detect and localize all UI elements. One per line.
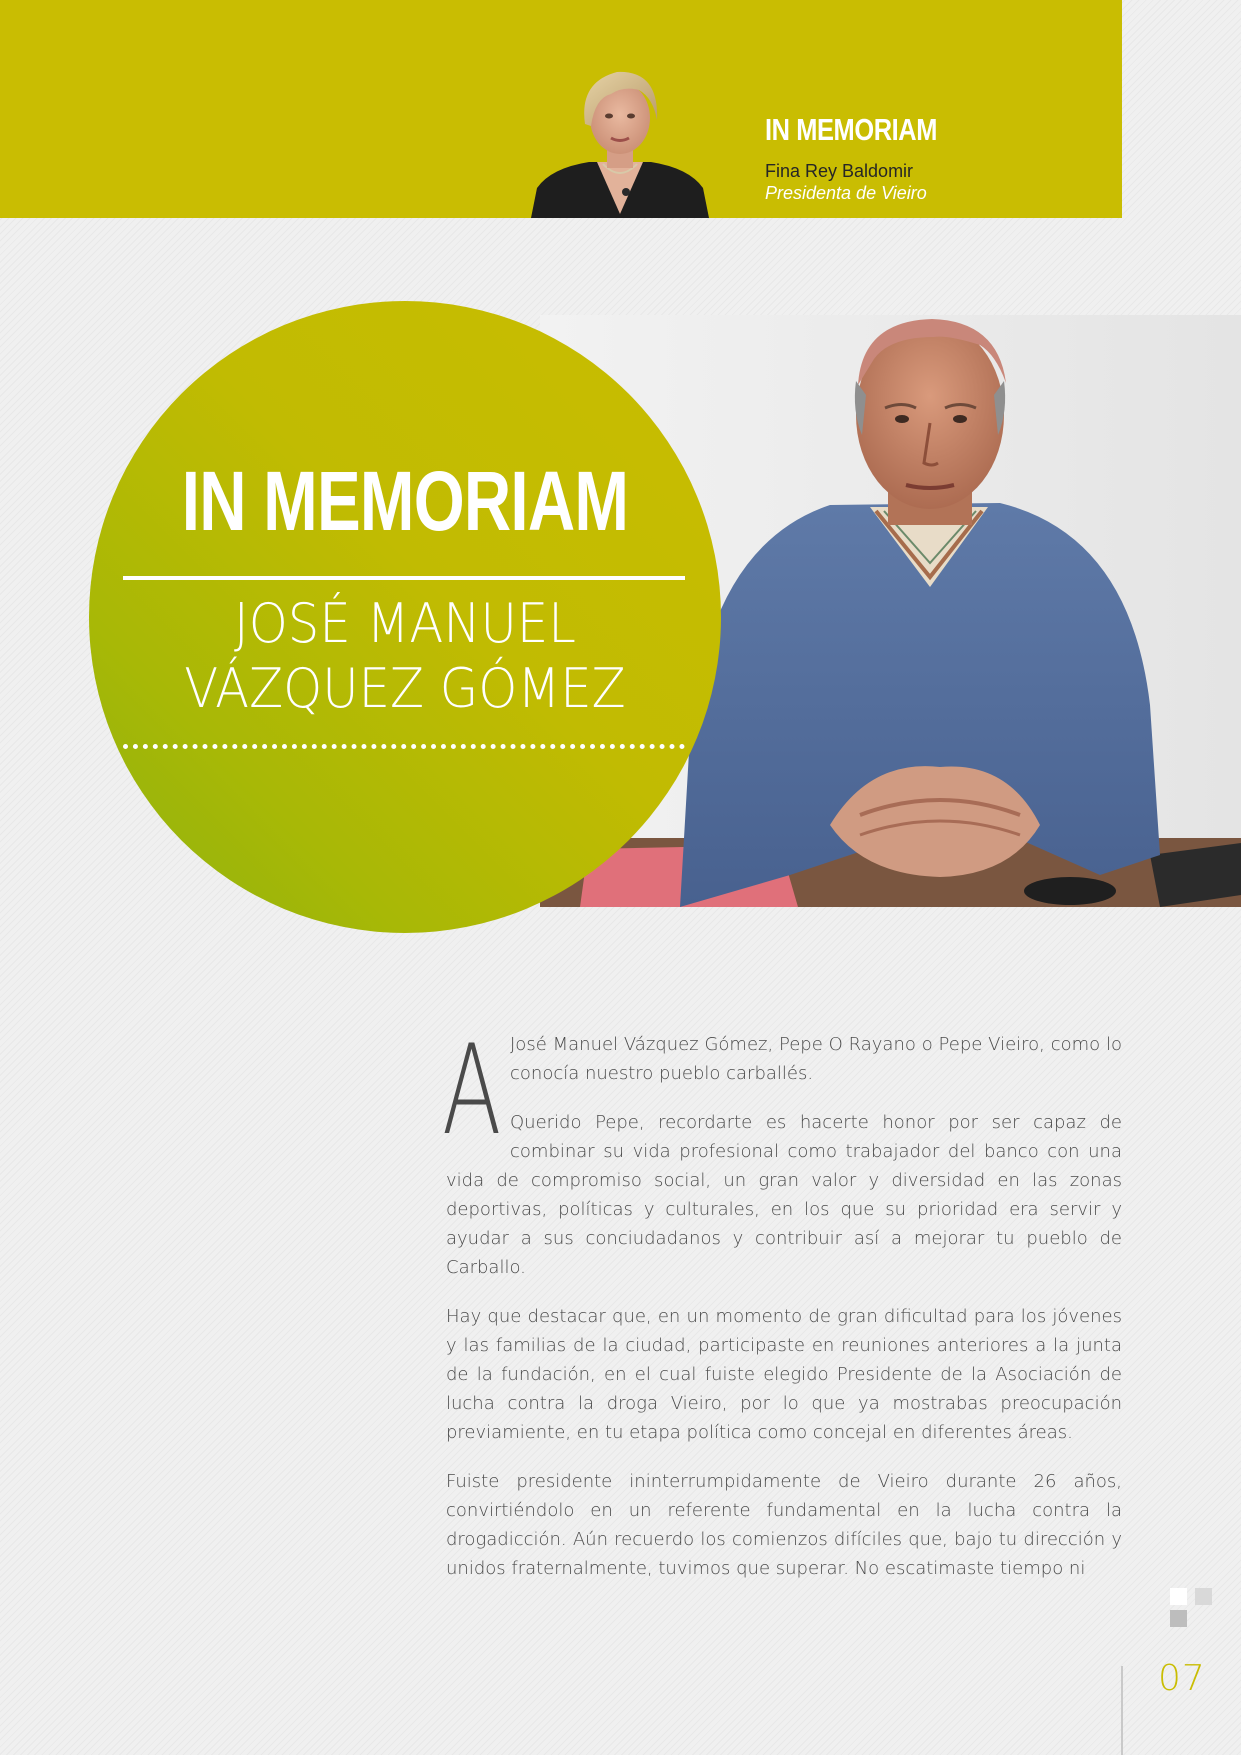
dotted-divider	[123, 744, 685, 749]
woman-portrait-icon	[531, 64, 709, 218]
paragraph: Querido Pepe, recordarte es hacerte honor por ser capaz de combinar su vida profesional como trabajador del banco con una vida de compromiso social, un gran valor y diversidad en las zonas deportivas, políticas y culturales, en los que su prioridad era servir y ayudar a sus conciudadanos y contribuir así a mejorar tu pueblo de Carballo.	[446, 1112, 1122, 1278]
paragraph: José Manuel Vázquez Gómez, Pepe O Rayano o Pepe Vieiro, como lo conocía nuestro pueblo carballés.	[510, 1034, 1122, 1084]
honoree-name	[114, 591, 695, 721]
page-number: 07	[1158, 1658, 1206, 1699]
article-body	[442, 1019, 1122, 1583]
paragraph: Fuiste presidente ininterrumpidamente de Vieiro durante 26 años, convirtiéndolo en un referente fundamental en la lucha contra la drogadicción. Aún recuerdo los comienzos difíciles que, bajo tu dirección y unidos fraternalmente, tuvimos que superar. No escatimaste tiempo ni	[446, 1471, 1122, 1579]
author-name: Fina Rey Baldomir	[765, 161, 914, 181]
title-circle	[89, 301, 721, 933]
square-icon	[1195, 1588, 1212, 1605]
title-divider	[123, 576, 685, 580]
honoree-name-line1: JOSÉ MANUEL	[234, 592, 576, 655]
page-number-divider	[1121, 1666, 1123, 1755]
dropcap: A	[442, 1019, 502, 1163]
header-text	[765, 112, 1105, 204]
square-icon	[1170, 1610, 1187, 1627]
paragraph: Hay que destacar que, en un momento de gran dificultad para los jóvenes y las familias de la ciudad, participaste en reuniones anteriores a la junta de la fundación, en el cual fuiste elegido Presidente de la Asociación de lucha contra la droga Vieiro, por lo que ya mostrabas preocupación previamiente, en tu etapa política como concejal en diferentes áreas.	[446, 1306, 1122, 1443]
section-label: IN MEMORIAM	[765, 112, 938, 147]
author-photo	[531, 64, 709, 218]
honoree-name-line2: VÁZQUEZ GÓMEZ	[184, 657, 626, 720]
author-role: Presidenta de Vieiro	[765, 183, 927, 203]
square-icon	[1170, 1588, 1187, 1605]
hero-title: IN MEMORIAM	[181, 454, 629, 548]
continue-indicator	[1170, 1588, 1241, 1608]
